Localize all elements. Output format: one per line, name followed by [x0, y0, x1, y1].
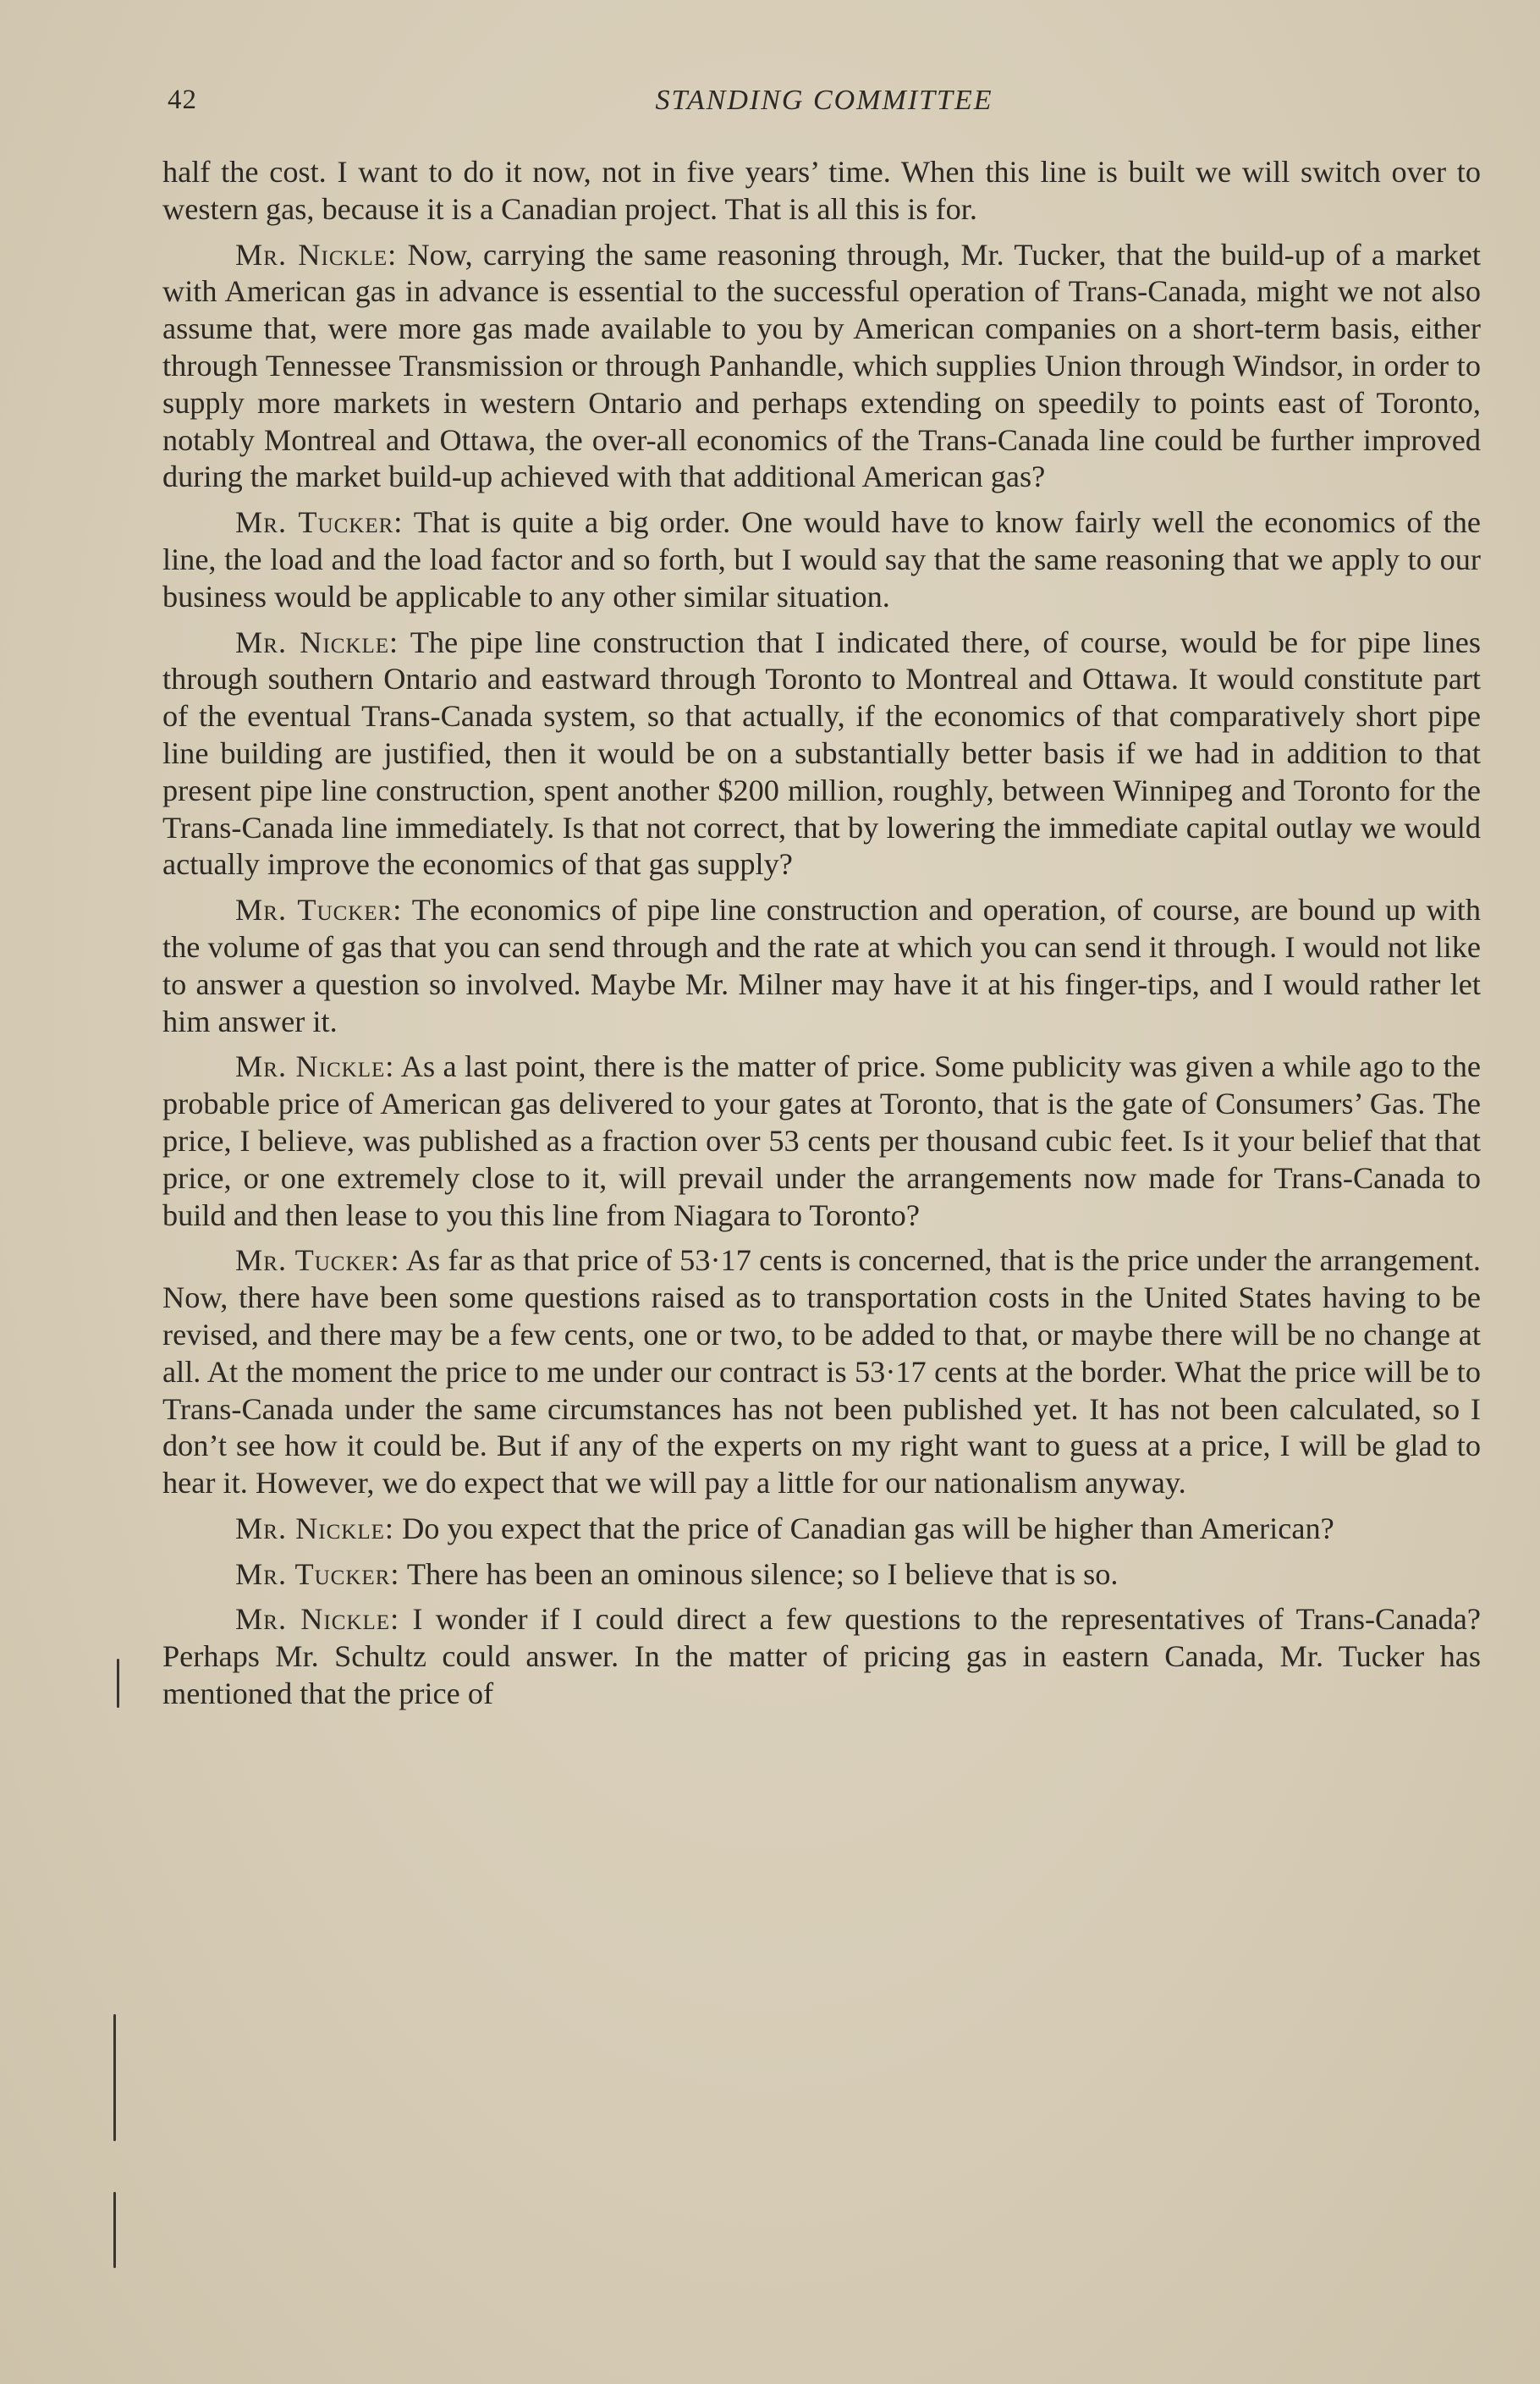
- paragraph: [162, 1242, 1481, 1502]
- margin-annotation-mark: [113, 2014, 116, 2141]
- page-number: 42: [168, 85, 197, 115]
- speaker-name: Mr. Nickle:: [235, 237, 398, 272]
- speaker-name: Mr. Tucker:: [235, 1243, 400, 1278]
- speaker-name: Mr. Nickle:: [235, 625, 399, 659]
- speaker-name: Mr. Tucker:: [235, 893, 403, 928]
- speaker-name: Mr. Tucker:: [235, 1556, 400, 1591]
- paragraph-text: I wonder if I could direct a few questions to the representatives of Trans-Canada? Perhaps Mr. Schultz could answer. In the matter of pricing gas in eastern Canada, Mr. Tucker has mentioned that the price of: [162, 1602, 1481, 1711]
- paragraph: [162, 504, 1481, 615]
- speaker-name: Mr. Tucker:: [235, 505, 404, 540]
- margin-annotation-mark: [113, 2192, 116, 2268]
- paragraph: [162, 1556, 1481, 1594]
- page-header: [168, 85, 1481, 129]
- paragraph: [162, 1511, 1481, 1548]
- paragraph: [162, 1049, 1481, 1234]
- paragraph-text: half the cost. I want to do it now, not in five years’ time. When this line is built we will switch over to western gas, because it is a Canadian project. That is all this is for.: [162, 155, 1481, 226]
- speaker-name: Mr. Nickle:: [235, 1511, 394, 1545]
- paragraph-text: There has been an ominous silence; so I believe that is so.: [406, 1556, 1119, 1591]
- paragraph-text: As far as that price of 53·17 cents is concerned, that is the price under the arrangement. Now, there have been some questions raised as to transportation costs in the United States having to be revised, and there may be a few cents, one or two, to be added to that, or maybe there will be no change at all. At the moment the price to me under our contract is 53·17 cents at the border. What the price will be to Trans-Canada under the same circumstances has not been published yet. It has not been calculated, so I don’t see how it could be. But if any of the experts on my right want to guess at a price, I will be glad to hear it. However, we do expect that we will pay a little for our nationalism anyway.: [162, 1243, 1481, 1500]
- speaker-name: Mr. Nickle:: [235, 1049, 395, 1084]
- speaker-name: Mr. Nickle:: [235, 1602, 400, 1637]
- paragraph-text: That is quite a big order. One would have to know fairly well the economics of the line, the load and the load factor and so forth, but I would say that the same reasoning that we apply to our business would be applicable to any other similar situation.: [162, 505, 1481, 614]
- running-head: STANDING COMMITTEE: [655, 85, 993, 116]
- paragraph-text: Now, carrying the same reasoning through, Mr. Tucker, that the build-up of a market with American gas in advance is essential to the successful operation of Trans-Canada, might we not also assume that, were more gas made available to you by American companies on a short-term basis, either through Tennessee Transmission or through Panhandle, which supplies Union through Windsor, in order to supply more markets in western Ontario and perhaps extending on speedily to points east of Toronto, notably Montreal and Ottawa, the over-all economics of the Trans-Canada line could be further improved during the market build-up achieved with that additional American gas?: [162, 237, 1481, 494]
- paragraph-text: The economics of pipe line construction and operation, of course, are bound up with the volume of gas that you can send through and the rate at which you can send it through. I would not like to answer a question so involved. Maybe Mr. Milner may have it at his finger-tips, and I would rather let him answer it.: [162, 893, 1482, 1038]
- paragraph: [162, 625, 1481, 884]
- paragraph: [162, 237, 1481, 497]
- paragraph: [162, 892, 1481, 1040]
- paragraph-text: Do you expect that the price of Canadian gas will be higher than American?: [402, 1511, 1334, 1545]
- paragraph: [162, 1601, 1481, 1712]
- transcript-body: [162, 154, 1481, 1721]
- paragraph-text: As a last point, there is the matter of price. Some publicity was given a while ago to the probable price of American gas delivered to your gates at Toronto, that is the gate of Consumers’ Gas. The price, I believe, was published as a fraction over 53 cents per thousand cubic feet. Is it your belief that that price, or one extremely close to it, will prevail under the arrangements now made for Trans-Canada to build and then lease to you this line from Niagara to Toronto?: [162, 1049, 1481, 1232]
- margin-annotation-mark: [117, 1659, 119, 1708]
- paragraph-text: The pipe line construction that I indicated there, of course, would be for pipe lines through southern Ontario and eastward through Toronto to Montreal and Ottawa. It would constitute part of the eventual Trans-Canada system, so that actually, if the economics of that comparatively short pipe line building are justified, then it would be on a substantially better basis if we had in addition to that present pipe line construction, spent another $200 million, roughly, between Winnipeg and Toronto for the Trans-Canada line immediately. Is that not correct, that by lowering the immediate capital outlay we would actually improve the economics of that gas supply?: [162, 625, 1482, 882]
- paragraph: [162, 154, 1481, 228]
